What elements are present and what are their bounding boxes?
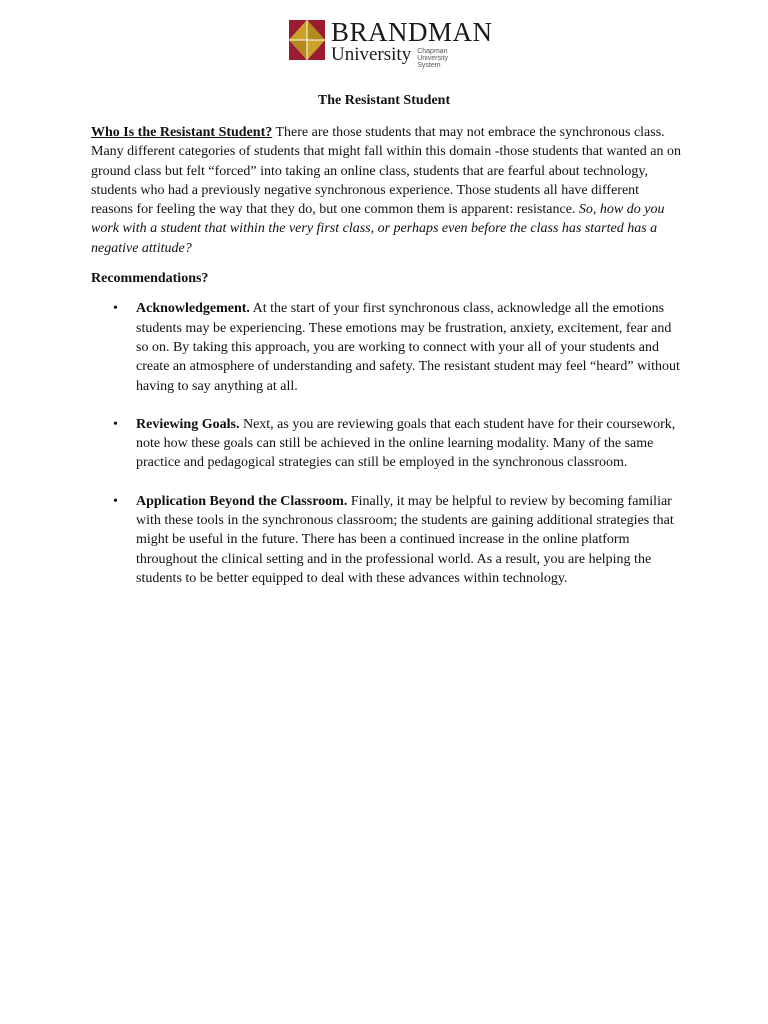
recommendations-heading: Recommendations?: [91, 271, 209, 287]
recommendation-text: At the start of your first synchronous class, acknowledge all the emotions students may be experiencing. These emotions may be frustration, anxiety, excitement, fear and so on. By taking this approach, you are working to connect with your all of your students and create an atmosphere of understanding and safety. The resistant student may feel “heard” without having to say anything at all.: [136, 301, 680, 394]
document-body: [91, 123, 681, 607]
intro-paragraph: [91, 123, 681, 258]
intro-question: So, how do you work with a student that within the very first class, or perhaps even before the class has started has a negative attitude?: [91, 202, 665, 256]
logo-system-label: Chapman University System: [417, 48, 448, 69]
logo-brand-name: BRANDMAN: [331, 17, 493, 47]
recommendation-text: Finally, it may be helpful to review by becoming familiar with these tools in the synchronous classroom; the students are gaining additional strategies that might be useful in the future. There has been a continued increase in the online platform throughout the clinical setting and in the professional world. As a result, you are helping the students to be better equipped to deal with these advances within technology.: [136, 493, 674, 586]
bullet-icon: •: [113, 301, 118, 317]
list-item: [91, 415, 681, 473]
recommendation-text: Next, as you are reviewing goals that each student have for their coursework, note how these goals can still be achieved in the online learning modality. Many of the same practice and pedagogical strategies can still be employed in the synchronous classroom.: [136, 416, 676, 471]
document-title: The Resistant Student: [317, 93, 451, 108]
recommendation-heading: Application Beyond the Classroom.: [136, 493, 348, 509]
recommendations-list: [91, 299, 681, 588]
intro-body-text: There are those students that may not embrace the synchronous class. Many different categories of students that might fall within this domain -those students that wanted an on ground class but felt “forced” into taking an online class, students that are fearful about technology, students who had a previously negative synchronous experience. Those students all have different reasons for feeling the way that they do, but one common them is apparent: resistance.: [91, 125, 681, 218]
bullet-icon: •: [113, 493, 118, 509]
list-item: [91, 299, 681, 395]
logo-university-label: University: [331, 44, 412, 65]
recommendation-heading: Acknowledgement.: [136, 301, 250, 317]
bullet-icon: •: [113, 416, 118, 432]
brandman-logo: [289, 17, 493, 69]
recommendation-heading: Reviewing Goals.: [136, 416, 240, 432]
list-item: [91, 492, 681, 588]
brandman-emblem-icon: [289, 20, 325, 60]
intro-lead-heading: Who Is the Resistant Student?: [91, 125, 273, 140]
